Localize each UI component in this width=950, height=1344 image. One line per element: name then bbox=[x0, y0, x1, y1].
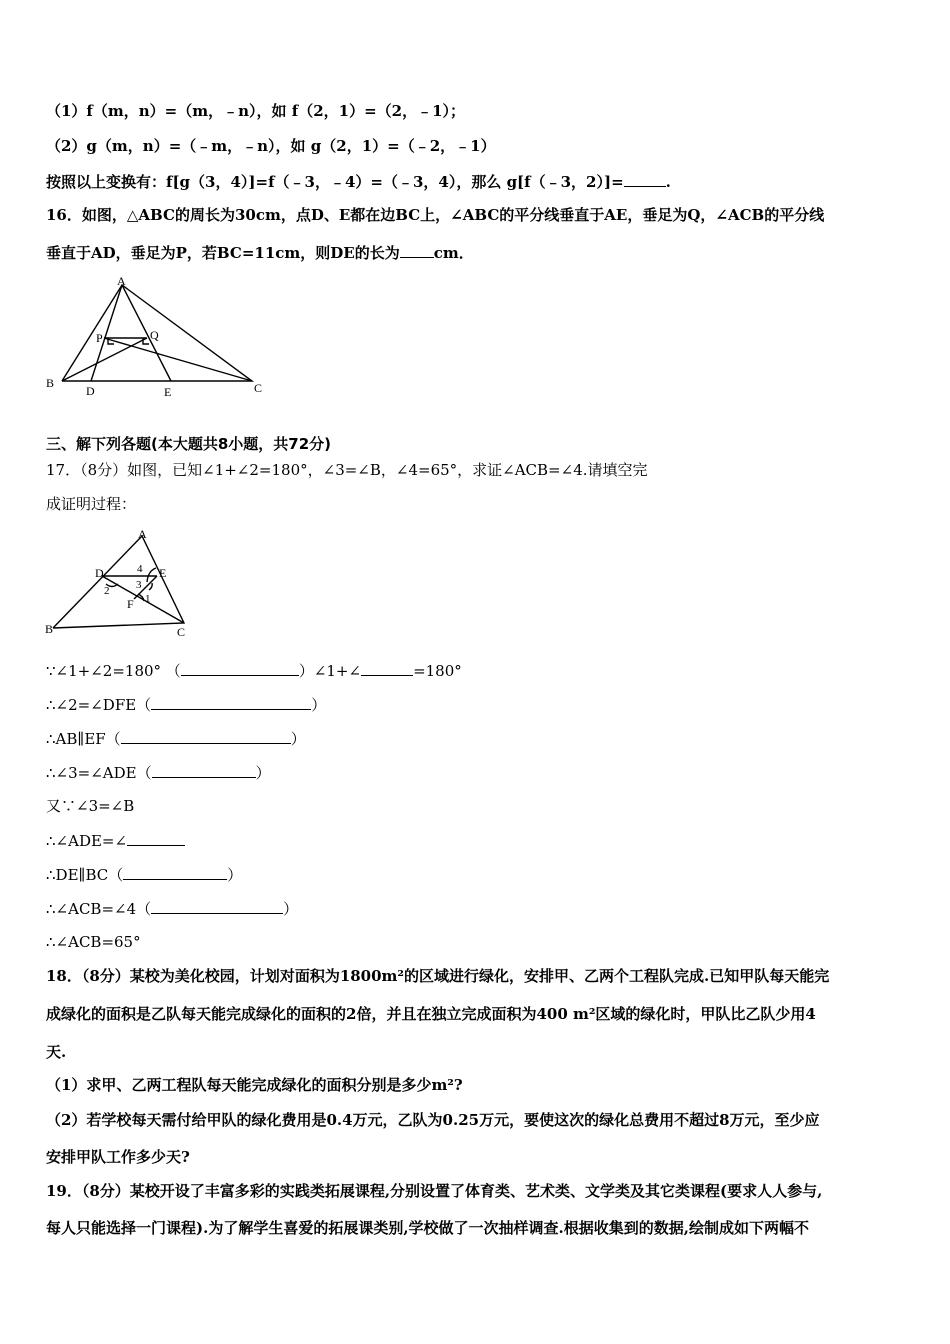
proof-blank[interactable] bbox=[152, 762, 256, 778]
vertex-label-a: A bbox=[138, 527, 147, 541]
proof-step-8: ∴∠ACB=∠4（ ） bbox=[46, 900, 299, 918]
question-16-line-2: 垂直于AD，垂足为P，若BC=11cm，则DE的长为 cm． bbox=[46, 244, 474, 262]
answer-blank[interactable] bbox=[624, 171, 666, 187]
transform-rule-g: （2）g（m，n）=（﹣m，﹣n），如 g（2，1）=（﹣2，﹣1） bbox=[46, 137, 496, 155]
question-18-line-2: 成绿化的面积是乙队每天能完成绿化的面积的2倍，并且在独立完成面积为400 m²区域的绿化时，甲队比乙队少用4 bbox=[46, 1005, 816, 1023]
vertex-label-e: E bbox=[164, 385, 172, 399]
question-18-line-1: 18．（8分）某校为美化校园，计划对面积为1800m²的区域进行绿化，安排甲、乙两个工程队完成.已知甲队每天能完 bbox=[46, 967, 830, 985]
question-18-part-2-line-2: 安排甲队工作多少天? bbox=[46, 1148, 190, 1166]
angle-label-2: 2 bbox=[104, 585, 110, 597]
proof-blank[interactable] bbox=[361, 660, 413, 676]
question-19-line-2: 每人只能选择一门课程).为了解学生喜爱的拓展课类别,学校做了一次抽样调查.根据收集到的数据,绘制成如下两幅不 bbox=[46, 1219, 809, 1237]
question-18-line-3: 天. bbox=[46, 1043, 67, 1061]
figure-16-triangle bbox=[44, 276, 274, 402]
proof-blank[interactable] bbox=[127, 830, 185, 846]
proof-step-6: ∴∠ADE=∠ bbox=[46, 830, 185, 851]
vertex-label-a: A bbox=[117, 276, 126, 288]
vertex-label-c: C bbox=[177, 625, 186, 637]
question-17-line-1: 17．（8分）如图，已知∠1+∠2=180°，∠3=∠B，∠4=65°，求证∠ACB=∠4.请填空完 bbox=[46, 461, 648, 479]
proof-blank[interactable] bbox=[151, 694, 311, 710]
vertex-label-q: Q bbox=[150, 328, 159, 342]
proof-step-3: ∴AB∥EF（ ） bbox=[46, 730, 306, 748]
question-18-part-1: （1）求甲、乙两工程队每天能完成绿化的面积分别是多少m²? bbox=[46, 1076, 463, 1094]
angle-label-4: 4 bbox=[137, 563, 143, 575]
vertex-label-d: D bbox=[95, 566, 104, 580]
vertex-label-c: C bbox=[254, 381, 263, 395]
figure-17-triangle bbox=[44, 527, 194, 637]
answer-blank[interactable] bbox=[400, 242, 434, 258]
question-19-line-1: 19．（8分）某校开设了丰富多彩的实践类拓展课程,分别设置了体育类、艺术类、文学类及其它类课程(要求人人参与, bbox=[46, 1182, 823, 1200]
proof-step-1: ∵∠1+∠2=180° （ ）∠1+∠ =180° bbox=[46, 662, 462, 680]
proof-step-7: ∴DE∥BC（ ） bbox=[46, 866, 243, 884]
question-18-part-2-line-1: （2）若学校每天需付给甲队的绿化费用是0.4万元，乙队为0.25万元，要使这次的绿化总费用不超过8万元，至少应 bbox=[46, 1111, 820, 1129]
proof-blank[interactable] bbox=[181, 660, 299, 676]
vertex-label-e: E bbox=[159, 566, 167, 580]
vertex-label-f: F bbox=[127, 597, 134, 611]
proof-blank[interactable] bbox=[123, 864, 227, 880]
proof-step-2: ∴∠2=∠DFE（ ） bbox=[46, 696, 327, 714]
angle-label-3: 3 bbox=[136, 579, 142, 591]
section-heading-3: 三、解下列各题(本大题共8小题，共72分) bbox=[46, 435, 332, 453]
vertex-label-p: P bbox=[96, 331, 103, 345]
transform-rule-f: （1）f（m，n）=（m，﹣n），如 f（2，1）=（2，﹣1）； bbox=[46, 102, 466, 120]
proof-step-5: 又∵∠3=∠B bbox=[46, 797, 135, 815]
proof-step-9: ∴∠ACB=65° bbox=[46, 933, 141, 951]
question-16-line-1: 16．如图，△ABC的周长为30cm，点D、E都在边BC上，∠ABC的平分线垂直于AE，垂足为Q，∠ACB的平分线 bbox=[46, 206, 825, 224]
vertex-label-d: D bbox=[86, 384, 95, 398]
proof-step-4: ∴∠3=∠ADE（ ） bbox=[46, 764, 271, 782]
question-17-line-2: 成证明过程： bbox=[46, 495, 137, 513]
proof-blank[interactable] bbox=[121, 728, 291, 744]
proof-blank[interactable] bbox=[151, 898, 283, 914]
vertex-label-b: B bbox=[45, 622, 54, 636]
transform-question: 按照以上变换有：f[g（3，4）]=f（﹣3，﹣4）=（﹣3，4），那么 g[f（﹣3，2）]= . bbox=[46, 173, 671, 191]
vertex-label-b: B bbox=[46, 376, 55, 390]
angle-label-1: 1 bbox=[145, 593, 151, 605]
